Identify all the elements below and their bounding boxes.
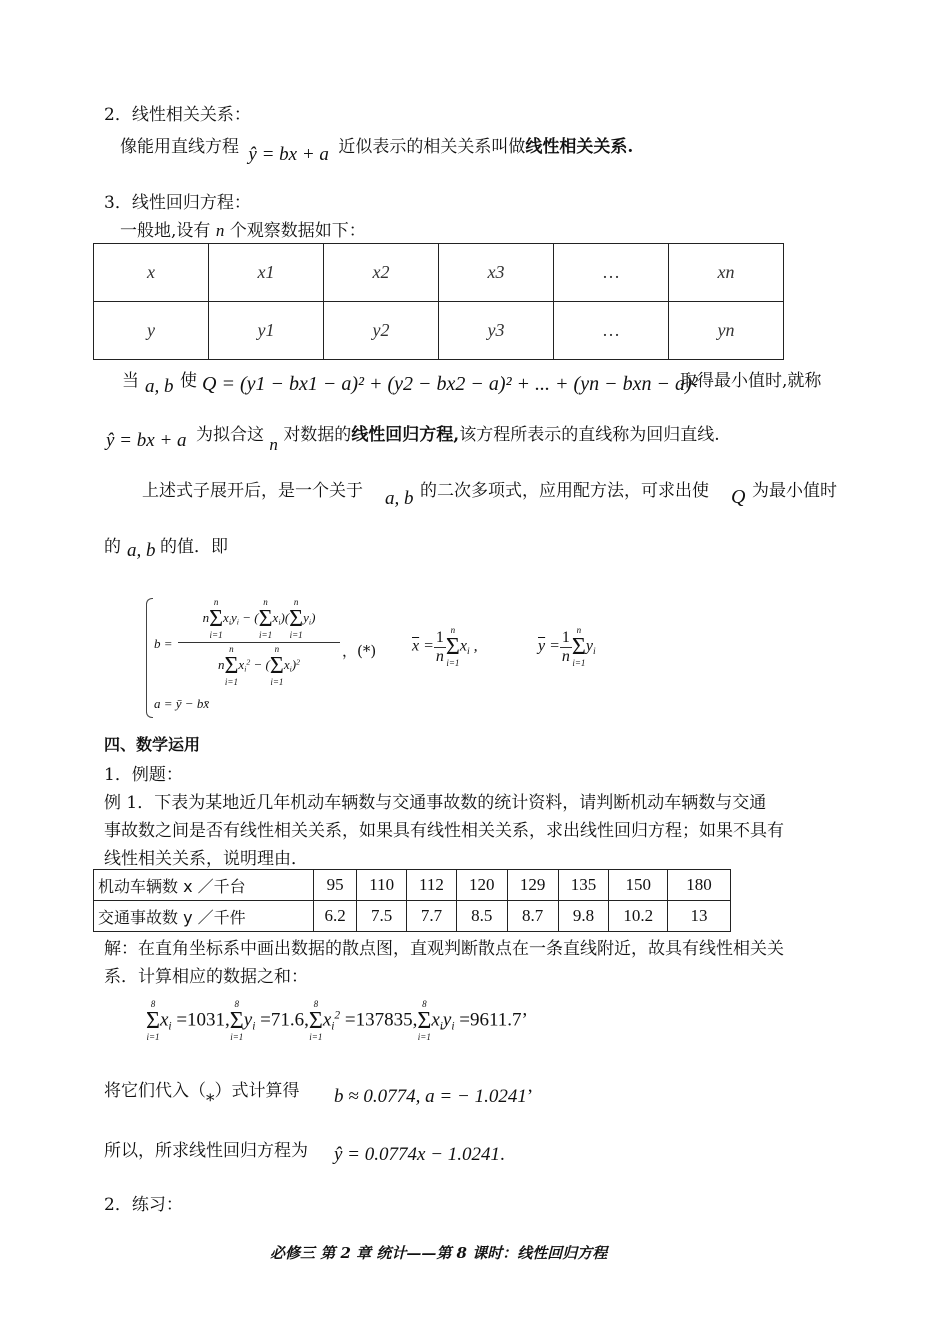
- b-denominator: n n Σ i=1 $x_i^2$ − ( n Σ i=1 $x_i)^2$: [217, 644, 301, 687]
- result-text: 所以，所求线性回归方程为: [104, 1141, 308, 1161]
- sum-y: =71.6,: [260, 1009, 309, 1031]
- table-cell: 7.7: [407, 901, 457, 932]
- fit-suffix: 该方程所表示的直线称为回归直线.: [459, 425, 720, 445]
- substitute-prefix: 将它们代入（: [104, 1081, 206, 1101]
- table-cell: …: [554, 244, 669, 302]
- ab-variables-3: a, b: [127, 540, 156, 561]
- table-row: [94, 870, 731, 901]
- table-cell: 9.8: [558, 901, 609, 932]
- table-cell: 120: [456, 870, 507, 901]
- ab-variables: a, b: [145, 376, 174, 397]
- table-cell: 6.2: [314, 901, 357, 932]
- q-formula: Q = (y1 − bx1 − a)² + (y2 − bx2 − a)² + ... + (yn − bxn − a)²: [202, 373, 698, 395]
- table-cell: 95: [314, 870, 357, 901]
- line-equation: ŷ = bx + a: [248, 144, 329, 165]
- fit-prefix: 为拟合这: [196, 425, 264, 445]
- table-cell: y2: [324, 302, 439, 360]
- coef-values: b ≈ 0.0774, a = − 1.0241: [334, 1086, 527, 1107]
- example-line-1: 例 1．下表为某地近几年机动车辆数与交通事故数的统计资料，请判断机动车辆数与交通: [104, 793, 767, 813]
- min-text: 取得最小值时,就称: [680, 371, 822, 391]
- table-cell: 8.5: [456, 901, 507, 932]
- sum-xy: =9611.7: [459, 1009, 522, 1031]
- data-table: [93, 869, 731, 932]
- table-cell: 112: [407, 870, 457, 901]
- table-cell: 110: [357, 870, 407, 901]
- table-cell: 10.2: [609, 901, 668, 932]
- section-4-heading: 四、数学运用: [104, 735, 201, 754]
- table-cell: x3: [439, 244, 554, 302]
- sums-formula: 8 Σ i=1 $x_i =1031$, 8 Σ i=1 $y_i =71.6$, 8 Σ i=1 $x_i^2 =137835$, 8 Σ i=1 $x_iy_i =9611.7$’: [146, 999, 528, 1042]
- a-formula: a = ȳ − bx̄: [154, 696, 210, 711]
- table-cell: xn: [669, 244, 784, 302]
- table-cell: 7.5: [357, 901, 407, 932]
- expand-mid-text: 的二次多项式，应用配方法，可求出使: [420, 481, 709, 501]
- regression-result: ŷ = 0.0774x − 1.0241.: [334, 1144, 505, 1165]
- sum-x2: =137835,: [344, 1009, 418, 1031]
- table-cell: 8.7: [507, 901, 558, 932]
- row-label-accidents: 交通事故数 y ／千件: [94, 901, 314, 932]
- regression-equation: ŷ = bx + a: [106, 430, 187, 451]
- ybar-formula: $\overline{y}$ = $\frac{1}{n}$ n Σ i=1 $y_i$: [538, 625, 596, 668]
- table-cell: y1: [209, 302, 324, 360]
- observation-intro: [120, 216, 366, 241]
- b-label: b =: [154, 636, 173, 651]
- solution-line-1: 解：在直角坐标系中画出数据的散点图，直观判断散点在一条直线附近，故具有线性相关关: [104, 939, 784, 959]
- table-cell: 129: [507, 870, 558, 901]
- definition-prefix: 像能用直线方程: [120, 137, 239, 157]
- intro-prefix: 一般地,设有: [120, 221, 211, 241]
- ab-variables-2: a, b: [385, 488, 414, 509]
- table-row: [94, 901, 731, 932]
- substitute-suffix: ）式计算得: [214, 1081, 300, 1101]
- table-cell: …: [554, 302, 669, 360]
- table-cell: 180: [668, 870, 731, 901]
- fit-bold: 线性回归方程,: [351, 425, 460, 445]
- table-cell: 150: [609, 870, 668, 901]
- table-cell: x2: [324, 244, 439, 302]
- regression-definition: [196, 420, 720, 454]
- coefficients-result: b ≈ 0.0774, a = − 1.0241’: [334, 1086, 534, 1107]
- when-text: 当: [122, 371, 139, 391]
- expand-text: 上述式子展开后，是一个关于: [142, 481, 363, 501]
- example-heading: 1．例题：: [104, 765, 183, 785]
- substitute-text: [104, 1076, 300, 1111]
- section-3-heading: 3．线性回归方程：: [104, 193, 251, 213]
- practice-heading: 2．练习：: [104, 1195, 183, 1215]
- table-row-x: [94, 244, 784, 302]
- definition-suffix: 近似表示的相关关系叫做: [338, 137, 526, 157]
- row-label-vehicles: 机动车辆数 x ／千台: [94, 870, 314, 901]
- b-numerator: n n Σ i=1 $x_iy_i$ − ( n Σ i=1 $x_i$)( n Σ i=1 $y_i$): [178, 598, 340, 643]
- example-line-3: 线性相关关系，说明理由．: [104, 849, 308, 869]
- xbar-formula: $\overline{x}$ = $\frac{1}{n}$ n Σ i=1 $x_i$ ,: [412, 625, 478, 668]
- solution-line-2: 系．计算相应的数据之和：: [104, 967, 308, 987]
- value-text: 的值．即: [160, 537, 228, 557]
- intro-n: n: [215, 221, 225, 240]
- intro-suffix: 个观察数据如下：: [229, 221, 366, 241]
- table-cell: 13: [668, 901, 731, 932]
- table-row-y: [94, 302, 784, 360]
- b-fraction: [178, 598, 340, 687]
- make-text: 使: [180, 371, 197, 391]
- sum-x: =1031,: [176, 1009, 230, 1031]
- star-label: ，(*): [342, 642, 377, 660]
- brace-icon: [146, 598, 153, 718]
- table-cell: x1: [209, 244, 324, 302]
- fit-n: n: [269, 435, 278, 454]
- table-cell: y: [94, 302, 209, 360]
- table-cell: x: [94, 244, 209, 302]
- expand-post-text: 为最小值时: [752, 481, 837, 501]
- linear-relation-definition: [120, 132, 634, 165]
- star-icon: *: [206, 1091, 215, 1111]
- page-footer: 必修三 第 2 章 统计——第 8 课时：线性回归方程: [270, 1244, 608, 1262]
- fit-mid: 对数据的: [283, 425, 352, 445]
- result-equation: ŷ = 0.0774x − 1.0241: [334, 1144, 501, 1165]
- bold-term: 线性相关关系.: [525, 137, 634, 157]
- table-cell: y3: [439, 302, 554, 360]
- table-cell: 135: [558, 870, 609, 901]
- observation-table: [93, 243, 784, 360]
- section-2-heading: 2．线性相关关系：: [104, 105, 251, 125]
- example-line-2: 事故数之间是否有线性相关关系，如果具有线性相关关系，求出线性回归方程；如果不具有: [104, 821, 784, 841]
- table-cell: yn: [669, 302, 784, 360]
- de-text: 的: [104, 537, 121, 557]
- q-variable: Q: [731, 486, 746, 508]
